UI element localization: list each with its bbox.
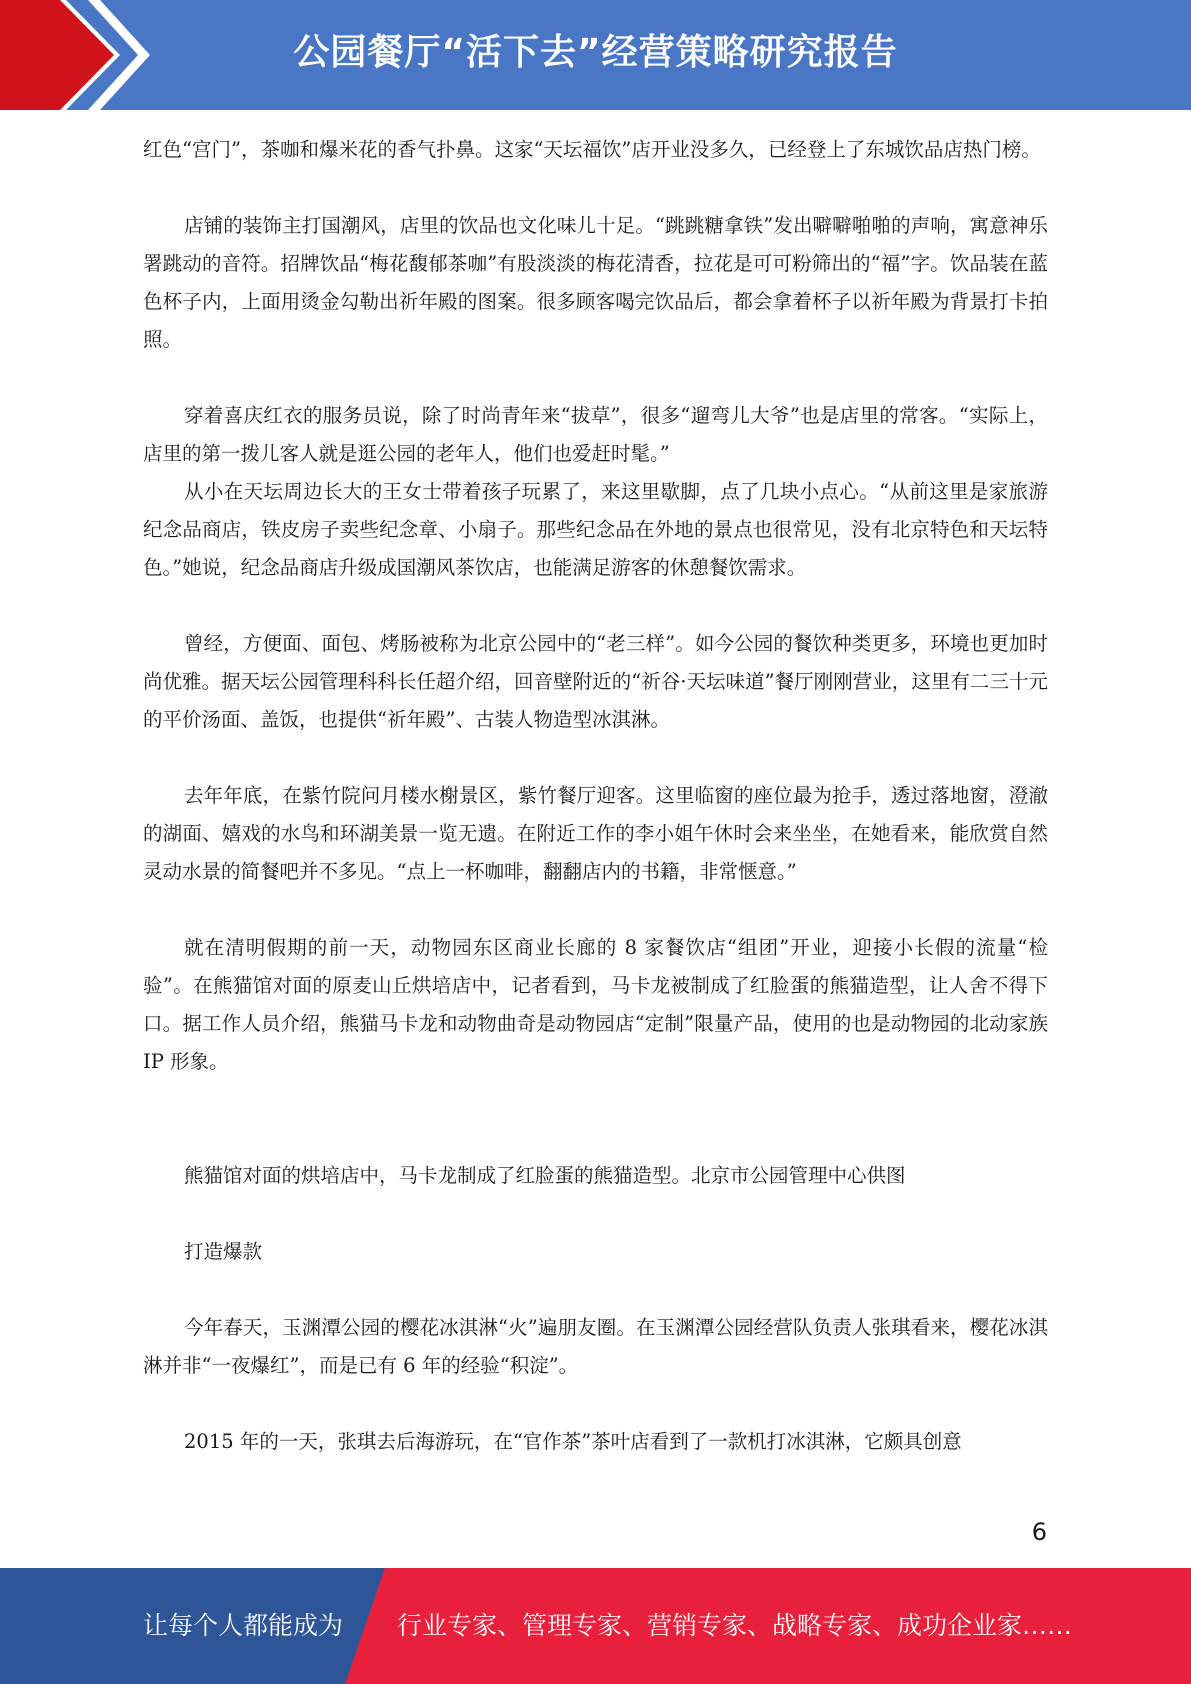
paragraph: 店铺的装饰主打国潮风，店里的饮品也文化味儿十足。“跳跳糖拿铁”发出噼噼啪啪的声响，寓意神乐署跳动的音符。招牌饮品“梅花馥郁茶咖”有股淡淡的梅花清香，拉花是可可粉筛出的“福”字。饮品装在蓝色杯子内，上面用烫金勾勒出祈年殿的图案。很多顾客喝完饮品后，都会拿着杯子以祈年殿为背景打卡拍照。 [143,214,1048,351]
page-number: 6 [1031,1518,1047,1546]
footer-slogan-right: 行业专家、管理专家、营销专家、战略专家、成功企业家…… [397,1611,1073,1640]
image-caption: 熊猫馆对面的烘培店中，马卡龙制成了红脸蛋的熊猫造型。北京市公园管理中心供图 [184,1164,906,1187]
paragraph: 就在清明假期的前一天，动物园东区商业长廊的 8 家餐饮店“组团”开业，迎接小长假的流量“检验”。在熊猫馆对面的原麦山丘烘培店中，记者看到，马卡龙被制成了红脸蛋的熊猫造型，让人舍不得下口。据工作人员介绍，熊猫马卡龙和动物曲奇是动物园店“定制”限量产品，使用的也是动物园的北动家族 IP 形象。 [143,936,1048,1073]
paragraph: 红色“宫门”，茶咖和爆米花的香气扑鼻。这家“天坛福饮”店开业没多久，已经登上了东城饮品店热门榜。 [143,138,1041,161]
footer-slogan-left: 让每个人都能成为 [143,1611,344,1640]
paragraph: 穿着喜庆红衣的服务员说，除了时尚青年来“拔草”，很多“遛弯儿大爷”也是店里的常客。“实际上，店里的第一拨儿客人就是逛公园的老年人，他们也爱赶时髦。” [143,404,1048,465]
paragraph: 从小在天坛周边长大的王女士带着孩子玩累了，来这里歇脚，点了几块小点心。“从前这里是家旅游纪念品商店，铁皮房子卖些纪念章、小扇子。那些纪念品在外地的景点也很常见，没有北京特色和天坛特色。”她说，纪念品商店升级成国潮风茶饮店，也能满足游客的休憩餐饮需求。 [143,480,1048,579]
header-banner [0,0,1191,110]
paragraph: 曾经，方便面、面包、烤肠被称为北京公园中的“老三样”。如今公园的餐饮种类更多，环境也更加时尚优雅。据天坛公园管理科科长任超介绍，回音壁附近的“祈谷·天坛味道”餐厅刚刚营业，这里有二三十元的平价汤面、盖饭，也提供“祈年殿”、古装人物造型冰淇淋。 [143,632,1048,731]
footer-banner [0,1568,1191,1684]
article-body [143,131,1048,1461]
paragraph: 去年年底，在紫竹院问月楼水榭景区，紫竹餐厅迎客。这里临窗的座位最为抢手，透过落地窗，澄澈的湖面、嬉戏的水鸟和环湖美景一览无遗。在附近工作的李小姐午休时会来坐坐，在她看来，能欣赏自然灵动水景的简餐吧并不多见。“点上一杯咖啡，翻翻店内的书籍，非常惬意。” [143,784,1048,883]
paragraph: 今年春天，玉渊潭公园的樱花冰淇淋“火”遍朋友圈。在玉渊潭公园经营队负责人张琪看来，樱花冰淇淋并非“一夜爆红”，而是已有 6 年的经验“积淀”。 [143,1316,1048,1377]
document-title: 公园餐厅“活下去”经营策略研究报告 [293,32,898,73]
section-heading: 打造爆款 [184,1240,263,1263]
paragraph: 2015 年的一天，张琪去后海游玩，在“官作茶”茶叶店看到了一款机打冰淇淋，它颇具创意 [184,1430,962,1453]
